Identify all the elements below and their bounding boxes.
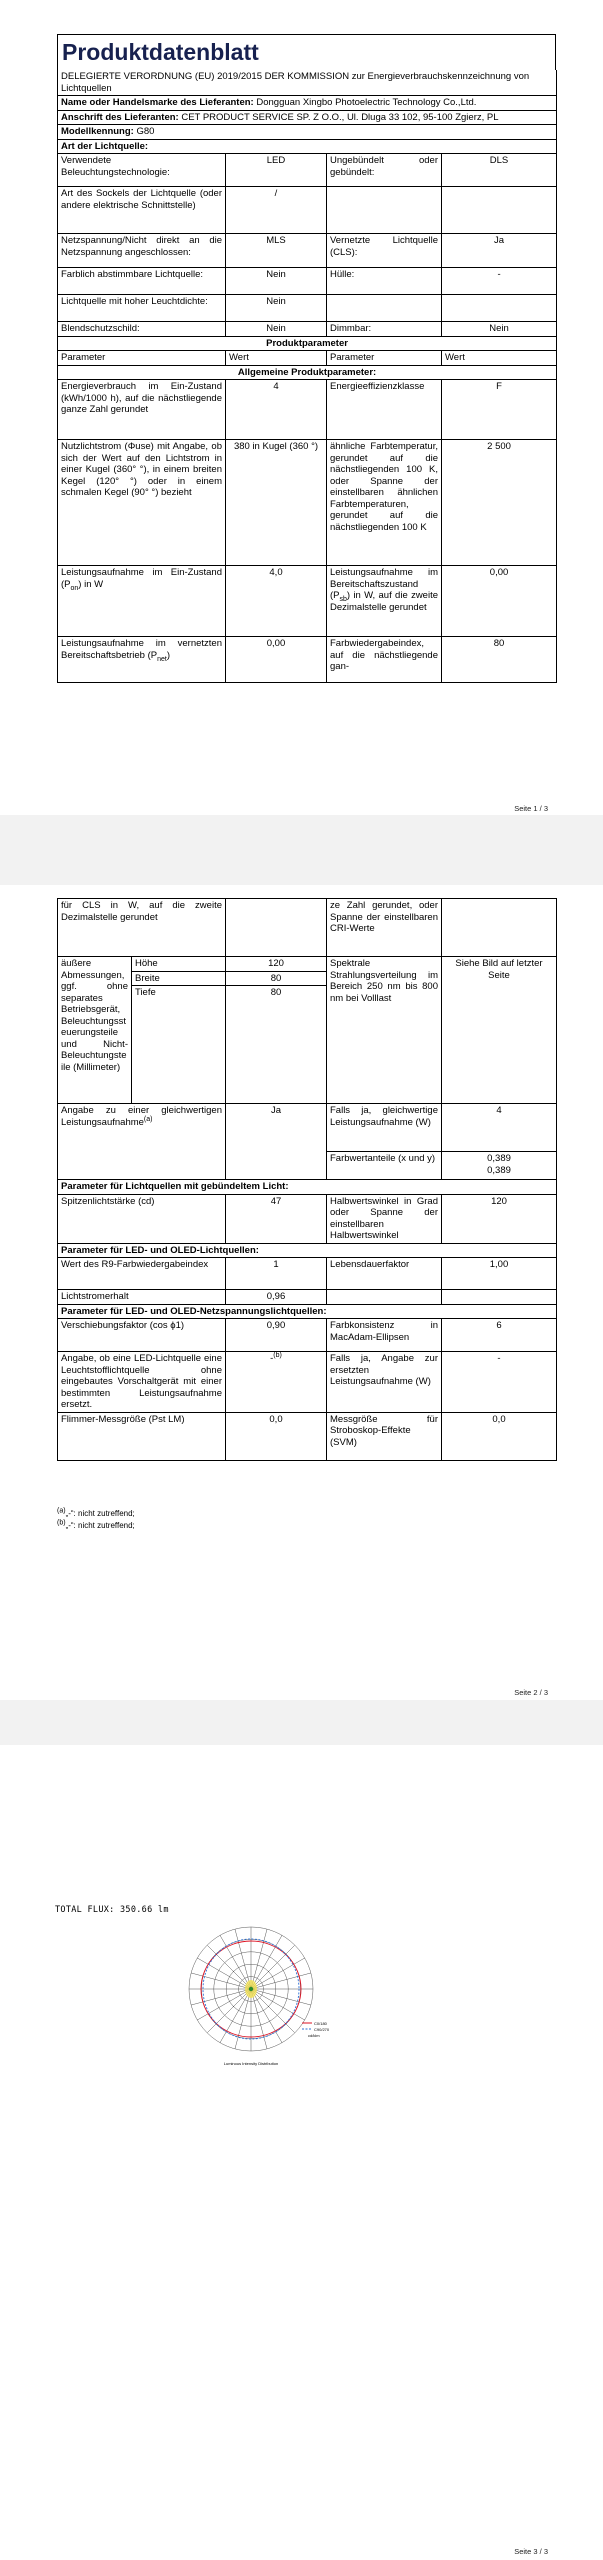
general-heading: Allgemeine Produktparameter: bbox=[58, 365, 557, 380]
beam-angle-value: 120 bbox=[442, 1194, 557, 1243]
supplier-name-label: Name oder Handelsmarke des Lieferanten: bbox=[61, 97, 254, 108]
polar-spoke bbox=[207, 1945, 251, 1989]
chromaticity-label: Farbwertanteile (x und y) bbox=[327, 1152, 442, 1180]
mains-row bbox=[58, 1319, 557, 1352]
polar-spoke bbox=[251, 1973, 311, 1989]
flux-row bbox=[58, 440, 557, 566]
type-value: MLS bbox=[226, 234, 327, 268]
flicker-label: Flimmer-Messgröße (Pst LM) bbox=[58, 1412, 226, 1460]
net-standby-label: Leistungsaufnahme im vernetzten Bereitschaftsbetrieb $(P_{net})$ bbox=[58, 637, 226, 683]
stroboscopic-value: 0,0 bbox=[442, 1412, 557, 1460]
on-power-value: 4,0 bbox=[226, 566, 327, 637]
peak-intensity-label: Spitzenlichtstärke (cd) bbox=[58, 1194, 226, 1243]
type-value-2: Ja bbox=[442, 234, 557, 268]
flicker-value: 0,0 bbox=[226, 1412, 327, 1460]
page-number: Seite 1 / 3 bbox=[514, 804, 548, 813]
mains-heading: Parameter für LED- und OLED-Netzspannungslichtquellen: bbox=[58, 1304, 557, 1319]
directional-heading: Parameter für Lichtquellen mit gebündeltem Licht: bbox=[58, 1180, 557, 1195]
replacement-label: Angabe, ob eine LED-Lichtquelle eine Leuchtstofflichtquelle ohne eingebautes Vorschaltgerät mit einer bestimmten Leistungsaufnahme ersetzt. bbox=[58, 1352, 226, 1413]
cri-label-continued: ze Zahl gerundet, oder Spanne der einstellbaren CRI-Werte bbox=[327, 899, 442, 957]
polar-spoke bbox=[251, 1989, 295, 2033]
general-heading-row bbox=[58, 365, 557, 380]
net-standby-label-continued: für CLS in W, auf die zweite Dezimalstelle gerundet bbox=[58, 899, 226, 957]
flux-label: Nutzlichtstrom (Φuse) mit Angabe, ob sich der Wert auf den Lichtstrom in einer Kugel (360° °), in einem breiten Kegel (120° °) oder in einem schmalen Kegel (90° °) bezieht bbox=[58, 440, 226, 566]
polar-spoke bbox=[251, 1945, 295, 1989]
r9-label: Wert des R9-Farbwiedergabeindex bbox=[58, 1258, 226, 1290]
type-row bbox=[58, 154, 557, 187]
model-row bbox=[58, 125, 557, 140]
type-label: Farblich abstimmbare Lichtquelle: bbox=[58, 268, 226, 295]
type-value: Nein bbox=[226, 268, 327, 295]
on-power-label: Leistungsaufnahme im Ein-Zustand $(P_{on})$ in W bbox=[58, 566, 226, 637]
type-label: Art des Sockels der Lichtquelle (oder andere elektrische Schnittstelle) bbox=[58, 187, 226, 234]
energy-row bbox=[58, 380, 557, 440]
page-gap-2 bbox=[0, 1700, 603, 1745]
footnote-a: (a)„-“: nicht zutreffend; bbox=[57, 1507, 135, 1518]
type-label: Lichtquelle mit hoher Leuchtdichte: bbox=[58, 295, 226, 322]
type-label-2 bbox=[327, 295, 442, 322]
equivalent-power-label: Falls ja, gleichwertige Leistungsaufnahme (W) bbox=[327, 1104, 442, 1152]
datasheet-table-page-2 bbox=[57, 898, 557, 1461]
peak-intensity-value: 47 bbox=[226, 1194, 327, 1243]
type-label: Verwendete Beleuchtungstechnologie: bbox=[58, 154, 226, 187]
supplier-address-label: Anschrift des Lieferanten: bbox=[61, 111, 179, 123]
spectral-label: Spektrale Strahlungsverteilung im Bereich 250 nm bis 800 nm bei Volllast bbox=[327, 957, 442, 1104]
net-standby-value-continued bbox=[226, 899, 327, 957]
document-title: Produktdatenblatt bbox=[57, 34, 556, 70]
chromaticity-values: 0,389 0,389 bbox=[442, 1152, 557, 1180]
type-row bbox=[58, 295, 557, 322]
type-value-2: Nein bbox=[442, 322, 557, 337]
replacement-power-label: Falls ja, Angabe zur ersetzten Leistungsaufnahme (W) bbox=[327, 1352, 442, 1413]
cri-value-continued bbox=[442, 899, 557, 957]
regulation-text: DELEGIERTE VERORDNUNG (EU) 2019/2015 DER KOMMISSION zur Energieverbrauchskennzeichnung von Lichtquellen bbox=[58, 70, 557, 96]
type-label-2: Ungebündelt oder gebündelt: bbox=[327, 154, 442, 187]
type-label-2: Vernetzte Lichtquelle (CLS): bbox=[327, 234, 442, 268]
replacement-value: -$^{(b)}$ bbox=[226, 1352, 327, 1413]
polar-spoke bbox=[251, 1989, 267, 2049]
led-heading-row bbox=[58, 1243, 557, 1258]
dimension-name: Tiefe bbox=[132, 986, 226, 1104]
product-params-heading-row bbox=[58, 336, 557, 351]
net-standby-row bbox=[58, 637, 557, 683]
standby-value: 0,00 bbox=[442, 566, 557, 637]
replacement-power-value: - bbox=[442, 1352, 557, 1413]
mains-heading-row bbox=[58, 1304, 557, 1319]
lumen-maintenance-value: 0,96 bbox=[226, 1290, 327, 1305]
dimension-name: Breite bbox=[132, 971, 226, 986]
regulation-row bbox=[58, 70, 557, 96]
displacement-factor-value: 0,90 bbox=[226, 1319, 327, 1352]
dimension-name: Höhe bbox=[132, 957, 226, 972]
page-gap-1 bbox=[0, 815, 603, 885]
type-label: Netzspannung/Nicht direkt an die Netzspannung angeschlossen: bbox=[58, 234, 226, 268]
type-label-2: Hülle: bbox=[327, 268, 442, 295]
polar-spoke bbox=[191, 1989, 251, 2005]
type-row bbox=[58, 234, 557, 268]
mains-row bbox=[58, 1352, 557, 1413]
efficiency-class-value: F bbox=[442, 380, 557, 440]
equivalent-label: Angabe zu einer gleichwertigen Leistungsaufnahme$^{(a)}$ bbox=[58, 1104, 226, 1180]
page-number: Seite 3 / 3 bbox=[514, 2547, 548, 2556]
empty-cell bbox=[327, 1290, 442, 1305]
polar-spoke bbox=[251, 1929, 267, 1989]
total-flux-label: TOTAL FLUX: 350.66 lm bbox=[55, 1905, 169, 1915]
supplier-address-row bbox=[58, 110, 557, 125]
directional-heading-row bbox=[58, 1180, 557, 1195]
led-row bbox=[58, 1290, 557, 1305]
polar-spoke bbox=[235, 1929, 251, 1989]
colour-consistency-label: Farbkonsistenz in MacAdam-Ellipsen bbox=[327, 1319, 442, 1352]
led-row bbox=[58, 1258, 557, 1290]
polar-intensity-diagram bbox=[170, 1919, 340, 2067]
product-params-heading: Produktparameter bbox=[58, 336, 557, 351]
energy-label: Energieverbrauch im Ein-Zustand (kWh/1000 h), auf die nächstliegende ganze Zahl gerundet bbox=[58, 380, 226, 440]
cri-value: 80 bbox=[442, 637, 557, 683]
type-row bbox=[58, 322, 557, 337]
type-row bbox=[58, 187, 557, 234]
type-label: Blendschutzschild: bbox=[58, 322, 226, 337]
center-point bbox=[249, 1987, 253, 1991]
dimension-value: 120 bbox=[226, 957, 327, 972]
net-standby-value: 0,00 bbox=[226, 637, 327, 683]
polar-spoke bbox=[207, 1989, 251, 2033]
flux-value: 380 in Kugel (360 °) bbox=[226, 440, 327, 566]
type-value: LED bbox=[226, 154, 327, 187]
axis-unit-label: cd/klm bbox=[308, 2033, 320, 2038]
colour-consistency-value: 6 bbox=[442, 1319, 557, 1352]
type-value: / bbox=[226, 187, 327, 234]
survival-factor-label: Lebensdauerfaktor bbox=[327, 1258, 442, 1290]
energy-value: 4 bbox=[226, 380, 327, 440]
legend-c90: C90/270 bbox=[314, 2027, 330, 2032]
polar-footer: Luminous Intensity Distribution bbox=[223, 2061, 279, 2066]
page-number: Seite 2 / 3 bbox=[514, 1688, 548, 1697]
type-heading-row bbox=[58, 139, 557, 154]
model-label: Modellkennung: bbox=[61, 126, 134, 137]
param-header-parameter: Parameter bbox=[58, 351, 226, 366]
supplier-name-row bbox=[58, 96, 557, 111]
displacement-factor-label: Verschiebungsfaktor (cos ϕ1) bbox=[58, 1319, 226, 1352]
param-header-value: Wert bbox=[226, 351, 327, 366]
datasheet-table-page-1 bbox=[57, 70, 557, 683]
legend-c0: C0/180 bbox=[314, 2021, 327, 2026]
equivalent-row bbox=[58, 1104, 557, 1152]
footnotes bbox=[57, 1508, 135, 1532]
lumen-maintenance-label: Lichtstromerhalt bbox=[58, 1290, 226, 1305]
cri-label: Farbwiedergabeindex, auf die nächstliegende gan- bbox=[327, 637, 442, 683]
standby-label: Leistungsaufnahme im Bereitschaftszustand $(P_{sb})$ in W, auf die zweite Dezimalstelle gerundet bbox=[327, 566, 442, 637]
polar-spoke bbox=[251, 1989, 311, 2005]
type-value: Nein bbox=[226, 295, 327, 322]
led-heading: Parameter für LED- und OLED-Lichtquellen: bbox=[58, 1243, 557, 1258]
polar-spoke bbox=[235, 1989, 251, 2049]
stroboscopic-label: Messgröße für Stroboskop-Effekte (SVM) bbox=[327, 1412, 442, 1460]
mains-row bbox=[58, 1412, 557, 1460]
type-value-2: - bbox=[442, 268, 557, 295]
dimension-value: 80 bbox=[226, 986, 327, 1104]
type-value-2 bbox=[442, 187, 557, 234]
type-value-2 bbox=[442, 295, 557, 322]
param-header-row bbox=[58, 351, 557, 366]
dimension-row bbox=[58, 957, 557, 972]
net-standby-continued-row bbox=[58, 899, 557, 957]
equivalent-value: Ja bbox=[226, 1104, 327, 1180]
beam-angle-label: Halbwertswinkel in Grad oder Spanne der einstellbaren Halbwertswinkel bbox=[327, 1194, 442, 1243]
model-value: G80 bbox=[136, 126, 155, 137]
r9-value: 1 bbox=[226, 1258, 327, 1290]
type-value-2: DLS bbox=[442, 154, 557, 187]
cct-label: ähnliche Farbtemperatur, gerundet auf die nächstliegenden 100 K, oder Spanne der einstellbaren ähnlichen Farbtemperaturen, gerundet auf die nächstliegenden 100 K bbox=[327, 440, 442, 566]
type-value: Nein bbox=[226, 322, 327, 337]
cct-value: 2 500 bbox=[442, 440, 557, 566]
param-header-parameter-2: Parameter bbox=[327, 351, 442, 366]
empty-cell bbox=[442, 1290, 557, 1305]
supplier-address-value: CET PRODUCT SERVICE SP. Z O.O., Ul. Dluga 33 102, 95-100 Zgierz, PL bbox=[181, 111, 499, 123]
equivalent-power-value: 4 bbox=[442, 1104, 557, 1152]
type-label-2 bbox=[327, 187, 442, 234]
type-row bbox=[58, 268, 557, 295]
power-row bbox=[58, 566, 557, 637]
polar-spoke bbox=[191, 1973, 251, 1989]
type-heading: Art der Lichtquelle: bbox=[58, 139, 557, 154]
type-label-2: Dimmbar: bbox=[327, 322, 442, 337]
dimensions-label: äußere Abmessungen, ggf. ohne separates Betriebsgerät, Beleuchtungssteuerungsteile und Nicht-Beleuchtungsteile (Millimeter) bbox=[58, 957, 132, 1104]
footnote-b: (b)„-“: nicht zutreffend; bbox=[57, 1519, 135, 1530]
spectral-value: Siehe Bild auf letzter Seite bbox=[442, 957, 557, 1104]
dimension-value: 80 bbox=[226, 971, 327, 986]
supplier-name-value: Dongguan Xingbo Photoelectric Technology Co.,Ltd. bbox=[256, 97, 477, 108]
efficiency-class-label: Energieeffizienzklasse bbox=[327, 380, 442, 440]
directional-row bbox=[58, 1194, 557, 1243]
param-header-value-2: Wert bbox=[442, 351, 557, 366]
survival-factor-value: 1,00 bbox=[442, 1258, 557, 1290]
